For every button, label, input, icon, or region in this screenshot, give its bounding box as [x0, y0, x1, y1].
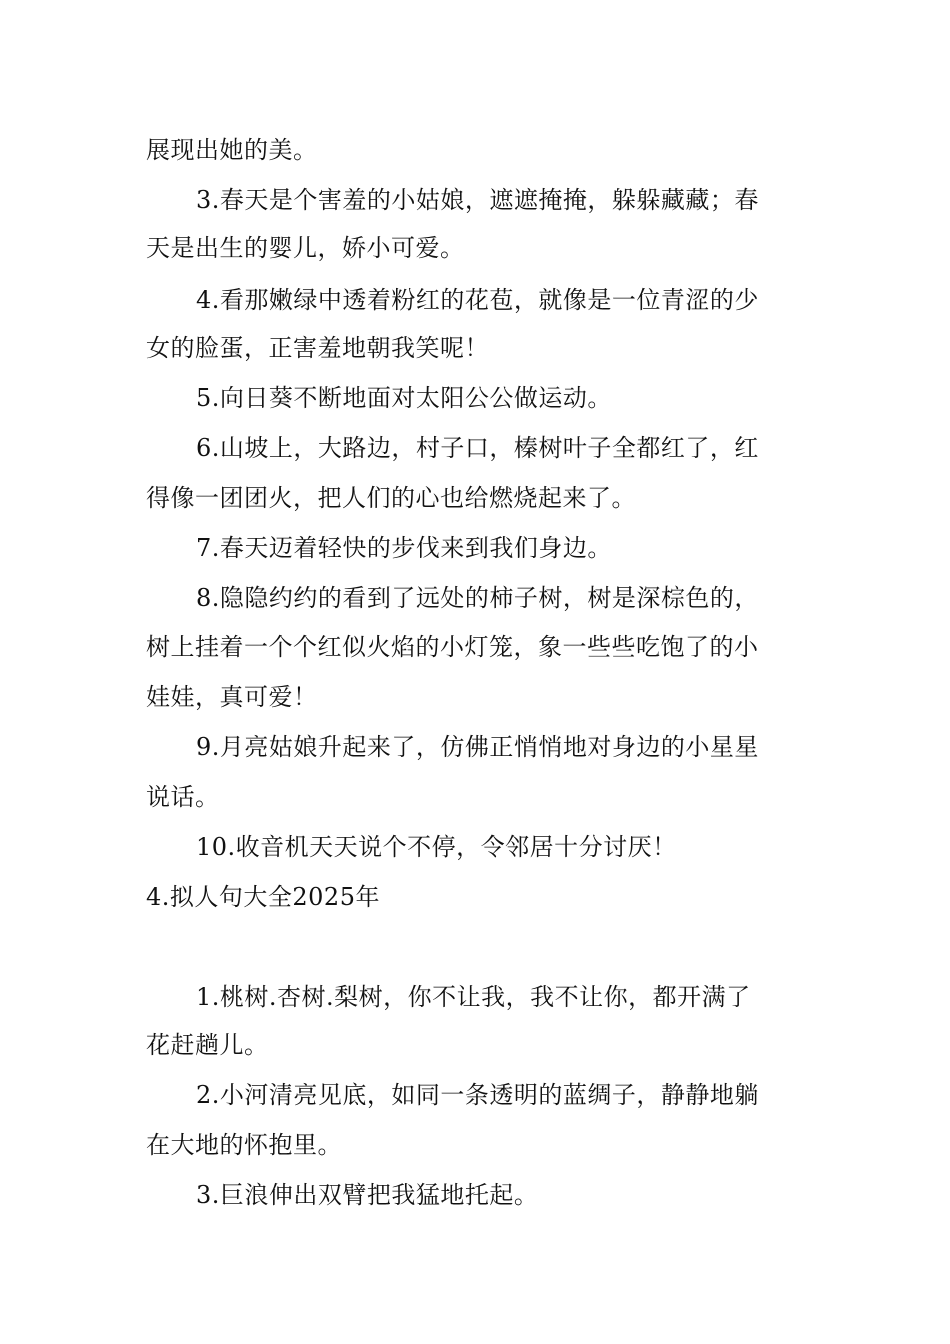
- text-line: 6.山坡上，大路边，村子口，榛树叶子全都红了，红: [196, 434, 759, 462]
- text-line: 5.向日葵不断地面对太阳公公做运动。: [196, 384, 612, 412]
- text-line: 花赶趟儿。: [146, 1031, 269, 1059]
- text-line: 7.春天迈着轻快的步伐来到我们身边。: [196, 534, 612, 562]
- text-line: 展现出她的美。: [146, 136, 318, 164]
- text-line: 树上挂着一个个红似火焰的小灯笼，象一些些吃饱了的小: [146, 633, 759, 661]
- text-line: 娃娃，真可爱！: [146, 683, 318, 711]
- text-line: 2.小河清亮见底，如同一条透明的蓝绸子，静静地躺: [196, 1081, 759, 1109]
- section-heading: 4.拟人句大全2025年: [146, 883, 380, 911]
- text-line: 4.看那嫩绿中透着粉红的花苞，就像是一位青涩的少: [196, 286, 759, 314]
- text-line: 说话。: [146, 783, 220, 811]
- text-line: 得像一团团火，把人们的心也给燃烧起来了。: [146, 484, 636, 512]
- text-line: 10.收音机天天说个不停，令邻居十分讨厌！: [196, 833, 677, 861]
- text-line: 8.隐隐约约的看到了远处的柿子树，树是深棕色的，: [196, 584, 759, 612]
- text-line: 3.巨浪伸出双臂把我猛地托起。: [196, 1181, 539, 1209]
- text-line: 1.桃树.杏树.梨树，你不让我，我不让你，都开满了: [196, 983, 751, 1011]
- text-line: 9.月亮姑娘升起来了，仿佛正悄悄地对身边的小星星: [196, 733, 759, 761]
- text-line: 在大地的怀抱里。: [146, 1131, 342, 1159]
- text-line: 3.春天是个害羞的小姑娘，遮遮掩掩，躲躲藏藏；春: [196, 186, 759, 214]
- text-line: 女的脸蛋，正害羞地朝我笑呢！: [146, 334, 489, 362]
- text-line: 天是出生的婴儿，娇小可爱。: [146, 234, 465, 262]
